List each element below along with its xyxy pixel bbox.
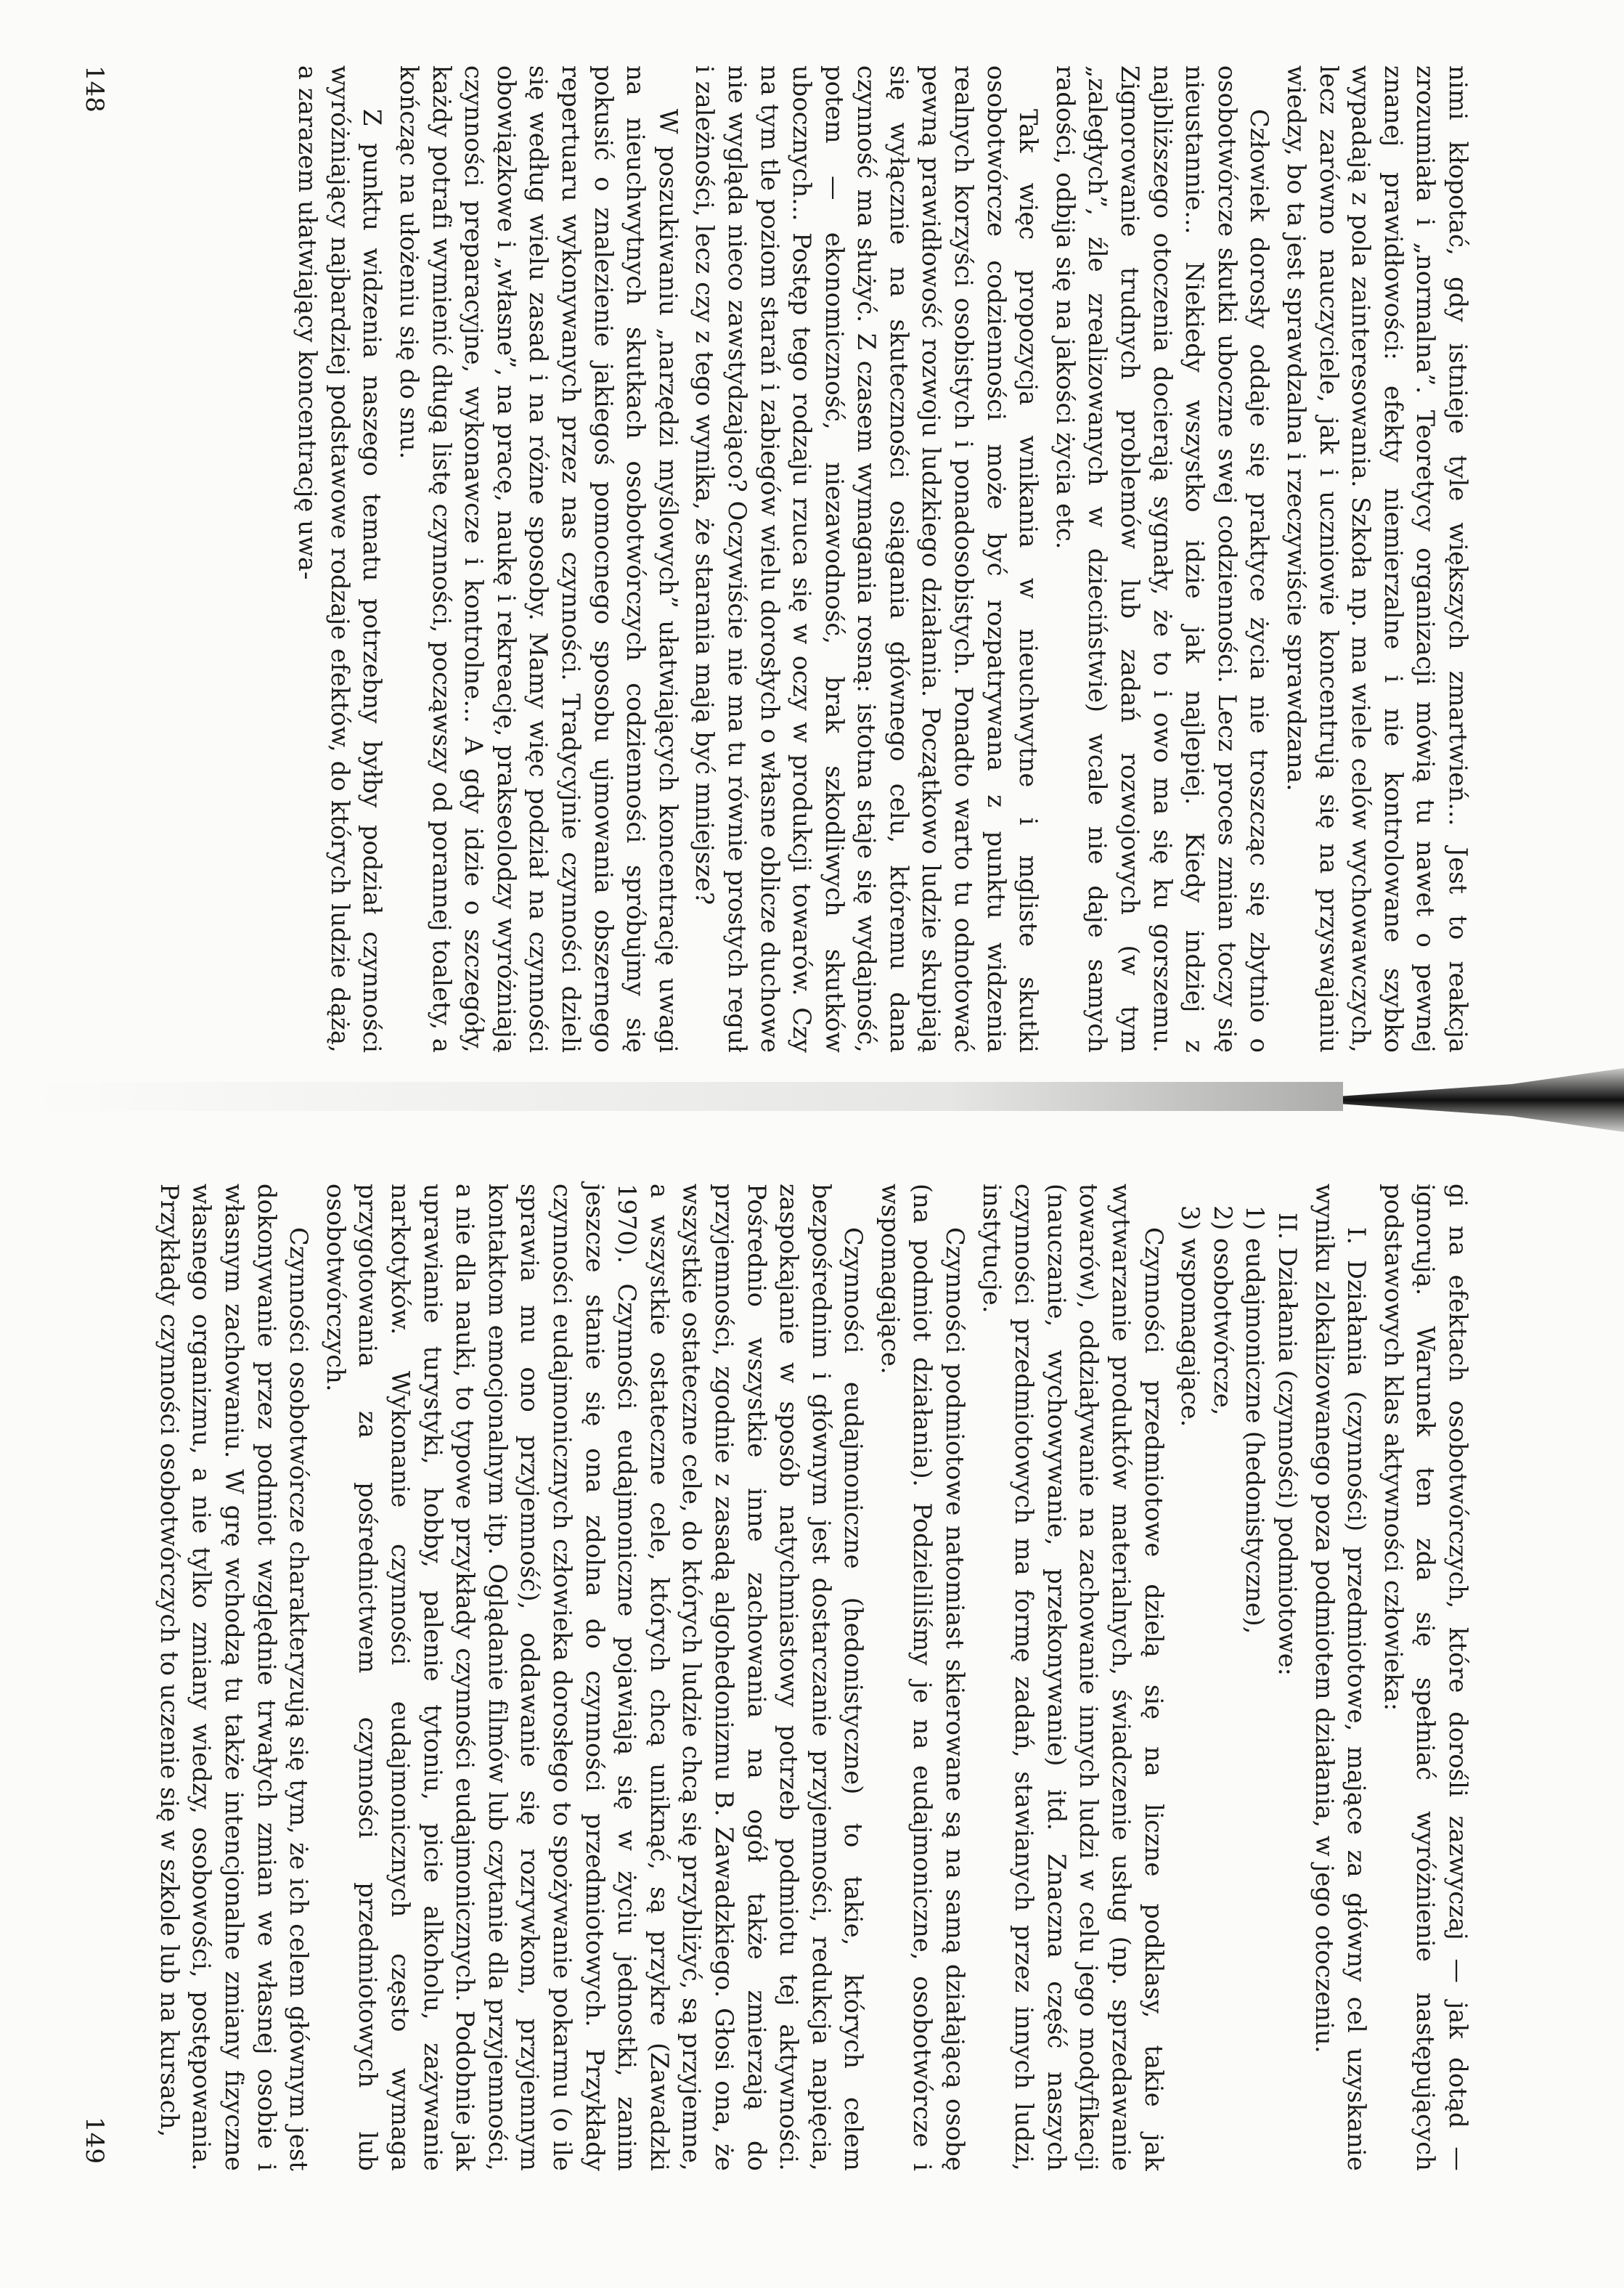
paragraph: Tak więc propozycja wnikania w nieuchwytne i mgliste skutki osobotwórcze codzienności może być rozpatrywana z punktu widzenia realnych korzyści osobistych i ponadosobistych. Ponadto warto tu odnotować pewną prawidłowość rozwoju ludzkiego działania. Początkowo ludzie skupiają się wyłącznie na skuteczności osiągania głównego celu, któremu dana czynność ma służyć. Z czasem wymagania rosną: istotna staje się wydajność, potem — ekonomiczność, niezawodność, brak szkodliwych skutków ubocznych... Postęp tego rodzaju rzuca się w oczy w produkcji towarów. Czy na tym tle poziom starań i zabiegów wielu dorosłych o własne oblicze duchowe nie wygląda nieco zawstydzająco? Oczywiście nie ma tu równie prostych reguł i zależności, lecz czy z tego wynika, że starania mają być mniejsze? — [690, 65, 1043, 1053]
paragraph: W poszukiwaniu „narzędzi myślowych” ułatwiających koncentrację uwagi na nieuchwytnych skutkach osobotwórczych codzienności spróbujmy się pokusić o znalezienie jakiegoś pomocnego sposobu ujmowania obszernego repertuaru wykonywanych przez nas czynności. Tradycyjnie czynności dzieli się według wielu zasad i na różne sposoby. Mamy więc podział na czynności obowiązkowe i „własne”, na pracę, naukę i rekreację, prakseolodzy wyróżniają czynności preparacyjne, wykonawcze i kontrolne... A gdy idzie o szczegóły, każdy potrafi wymienić długą listę czynności, począwszy od porannej toalety, a kończąc na ułożeniu się do snu. — [395, 65, 682, 1053]
right-page-text — [152, 1162, 1488, 2193]
paragraph: Czynności podmiotowe natomiast skierowane są na samą działającą osobę (na podmiot działania). Podzieliliśmy je na eudajmoniczne, osobotwórcze i wspomagające. — [876, 1184, 970, 2171]
class-two-list — [1174, 1184, 1303, 2171]
page-number: 149 — [80, 2117, 109, 2164]
list-item: 2) osobotwórcze, — [1208, 1205, 1237, 1416]
page-number: 148 — [80, 65, 109, 113]
right-page — [51, 1162, 1488, 2193]
left-page — [51, 44, 1488, 1075]
binding-shadow — [29, 1082, 1343, 1111]
paragraph: gi na efektach osobotwórczych, które dorośli zazwyczaj — jak dotąd — ignorują. Warunek ten zda się spełniać wyróżnienie następujących podstawowych klas aktywności człowieka: — [1379, 1184, 1472, 2171]
paragraph: Czynności eudajmoniczne (hedonistyczne) to takie, których celem bezpośrednim i głównym jest dostarczanie przyjemności, redukcja napięcia, zaspokajanie w sposób natychmiastowy potrzeb podmiotu tej aktywności. Pośrednio wszystkie inne zachowania na ogół także zmierzają do przyjemności, zgodnie z zasadą algohedonizmu B. Zawadzkiego. Głosi ona, że wszystkie ostateczne cele, do których ludzie chcą się przybliżyć, są przyjemne, a wszystkie ostateczne cele, których chcą uniknąć, są przykre (Zawadzki 1970). Czynności eudajmoniczne pojawiają się w życiu jednostki, zanim jeszcze stanie się ona zdolna do czynności przedmiotowych. Przykłady czynności eudajmonicznych człowieka dorosłego to spożywanie pokarmu (o ile sprawia mu ono przyjemność), oddawanie się rozrywkom, przyjemnym kontaktom emocjonalnym itp. Oglądanie filmów lub czytanie dla przyjemności, a nie dla nauki, to typowe przykłady czynności eudajmonicznych. Podobnie jak uprawianie turystyki, hobby, palenie tytoniu, picie alkoholu, zażywanie narkotyków. Wykonanie czynności eudajmonicznych często wymaga przygotowania za pośrednictwem czynności przedmiotowych lub osobotwórczych. — [321, 1184, 868, 2171]
list-item: 3) wspomagające. — [1176, 1205, 1205, 1428]
list-item: 1) eudajmoniczne (hedonistyczne), — [1241, 1205, 1270, 1634]
paragraph: Człowiek dorosły oddaje się praktyce życia nie troszcząc się zbytnio o osobotwórcze skutki uboczne swej codzienności. Lecz proces zmian toczy się nieustannie... Niekiedy wszystko idzie jak najlepiej. Kiedy indziej z najbliższego otoczenia docierają sygnały, że to i owo ma się ku gorszemu. Zignorowanie trudnych problemów lub zadań rozwojowych (w tym „zaległych”, źle zrealizowanych w dzieciństwie) wcale nie daje samych radości, odbija się na jakości życia etc. — [1050, 65, 1274, 1053]
paragraph: Czynności osobotwórcze charakteryzują się tym, że ich celem głównym jest dokonywanie przez podmiot względnie trwałych zmian we własnej osobie i własnym zachowaniu. W grę wchodzą tu także intencjonalne zmiany fizyczne własnego organizmu, a nie tylko zmiany wiedzy, osobowości, postępowania. Przykłady czynności osobotwórczych to uczenie się w szkole lub na kursach, — [155, 1184, 314, 2171]
left-page-text — [291, 44, 1488, 1075]
class-one-definition: I. Działania (czynności) przedmiotowe, mające za główny cel uzyskanie wyniku zlokalizowanego poza podmiotem działania, w jego otoczeniu. — [1310, 1184, 1371, 2171]
paragraph: Z punktu widzenia naszego tematu potrzebny byłby podział czynności wyróżniający najbardziej podstawowe rodzaje efektów, do których ludzie dążą, a zarazem ułatwiający koncentrację uwa- — [293, 65, 387, 1053]
paragraph: nimi kłopotać, gdy istnieje tyle większych zmartwień... Jest to reakcja zrozumiała i „normalna”. Teoretycy organizacji mówią tu nawet o pewnej znanej prawidłowości: efekty niemierzalne i nie kontrolowane szybko wypadają z pola zainteresowania. Szkoła np. ma wiele celów wychowawczych, lecz zarówno nauczyciele, jak i uczniowie koncentrują się na przyswajaniu wiedzy, bo ta jest sprawdzalna i rzeczywiście sprawdzana. — [1282, 65, 1472, 1053]
paragraph: Czynności przedmiotowe dzielą się na liczne podklasy, takie jak wytwarzanie produktów materialnych, świadczenie usług (np. sprzedawanie towarów), oddziaływanie na zachowanie innych ludzi w celu jego modyfikacji (nauczanie, wychowywanie, przekonywanie) itd. Znaczna część naszych czynności przedmiotowych ma formę zadań, stawianych przez innych ludzi, instytucje. — [977, 1184, 1168, 2171]
list-heading: II. Działania (czynności) podmiotowe: — [1273, 1213, 1302, 1676]
